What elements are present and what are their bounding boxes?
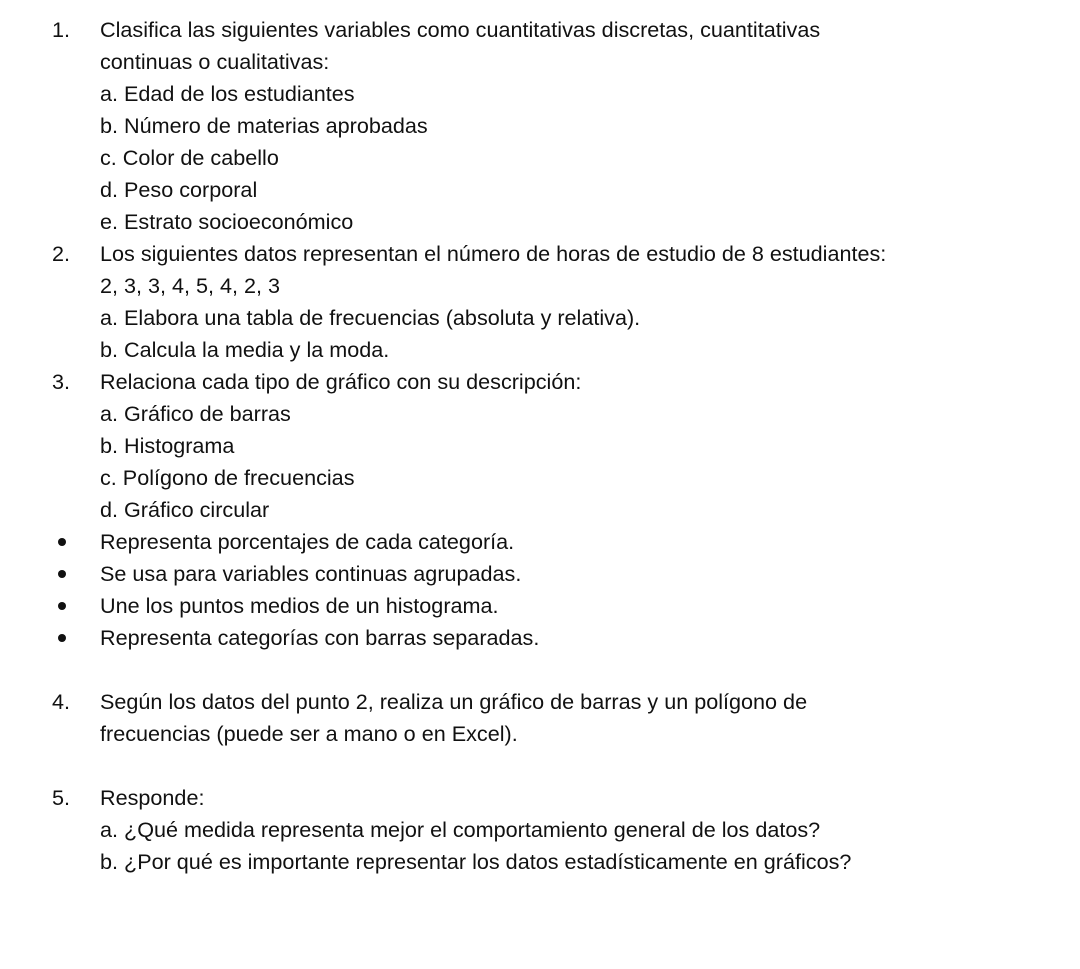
list-item: b. ¿Por qué es importante representar los datos estadísticamente en gráficos?	[100, 849, 852, 874]
question-text-cont: frecuencias (puede ser a mano o en Excel).	[100, 721, 518, 746]
list-item: a. Elabora una tabla de frecuencias (absoluta y relativa).	[100, 305, 641, 330]
question-text: Relaciona cada tipo de gráfico con su descripción:	[100, 369, 582, 394]
question-text: Los siguientes datos representan el número de horas de estudio de 8 estudiantes:	[100, 241, 887, 266]
question-2	[0, 238, 1080, 270]
bullet-item	[0, 622, 1080, 654]
bullet-text: Une los puntos medios de un histograma.	[100, 593, 499, 618]
list-item: e. Estrato socioeconómico	[100, 209, 354, 234]
bullet-icon	[58, 538, 66, 546]
list-item: a. Edad de los estudiantes	[100, 81, 355, 106]
bullet-icon	[58, 570, 66, 578]
question-number: 2.	[52, 241, 71, 266]
question-number: 1.	[52, 17, 71, 42]
question-text: Clasifica las siguientes variables como cuantitativas discretas, cuantitativas	[100, 17, 821, 42]
question-5	[0, 782, 1080, 814]
bullet-item	[0, 526, 1080, 558]
question-number: 3.	[52, 369, 71, 394]
list-item: b. Número de materias aprobadas	[100, 113, 428, 138]
list-item: d. Gráfico circular	[100, 497, 270, 522]
list-item: d. Peso corporal	[100, 177, 258, 202]
question-text: Responde:	[100, 785, 205, 810]
question-number: 5.	[52, 785, 71, 810]
bullet-text: Representa porcentajes de cada categoría.	[100, 529, 515, 554]
list-item: a. ¿Qué medida representa mejor el comportamiento general de los datos?	[100, 817, 821, 842]
bullet-text: Representa categorías con barras separadas.	[100, 625, 540, 650]
question-1	[0, 14, 1080, 46]
worksheet	[0, 14, 1080, 878]
bullet-item	[0, 590, 1080, 622]
list-item: c. Color de cabello	[100, 145, 279, 170]
question-text-cont: continuas o cualitativas:	[100, 49, 330, 74]
list-item: a. Gráfico de barras	[100, 401, 291, 426]
bullet-text: Se usa para variables continuas agrupadas.	[100, 561, 522, 586]
list-item: c. Polígono de frecuencias	[100, 465, 355, 490]
bullet-icon	[58, 634, 66, 642]
question-text: Según los datos del punto 2, realiza un gráfico de barras y un polígono de	[100, 689, 808, 714]
list-item: b. Histograma	[100, 433, 235, 458]
question-number: 4.	[52, 689, 71, 714]
list-item: b. Calcula la media y la moda.	[100, 337, 390, 362]
question-4	[0, 686, 1080, 718]
bullet-icon	[58, 602, 66, 610]
bullet-item	[0, 558, 1080, 590]
question-3	[0, 366, 1080, 398]
data-values: 2, 3, 3, 4, 5, 4, 2, 3	[100, 273, 281, 298]
